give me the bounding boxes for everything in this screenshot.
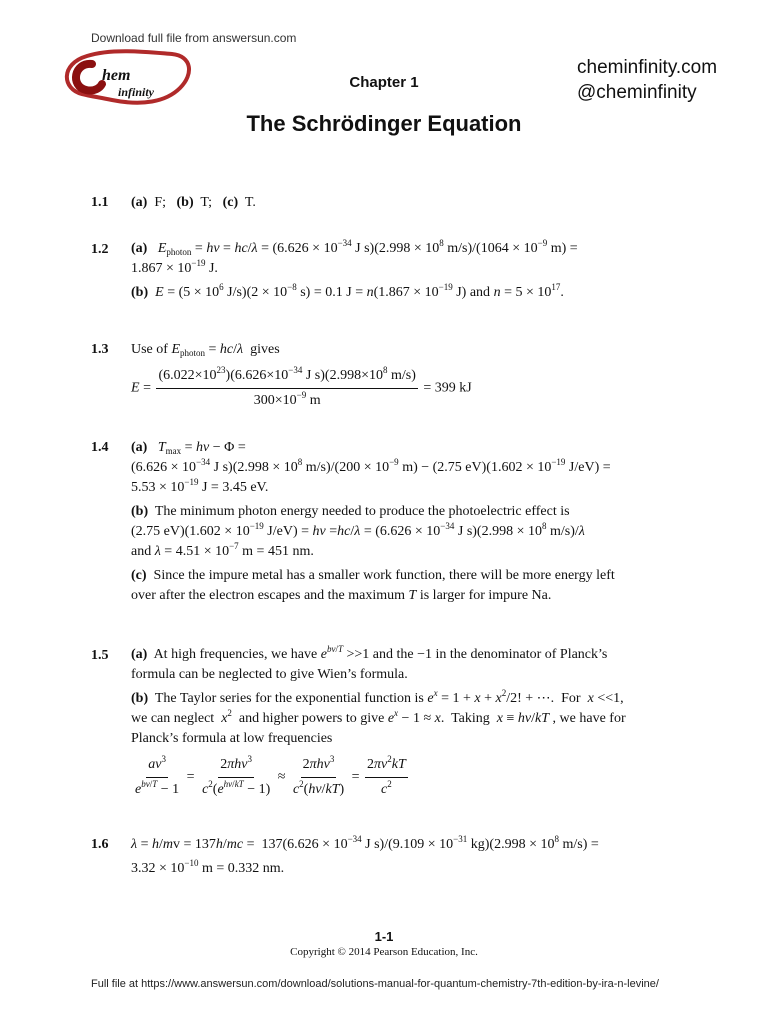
download-note: Download full file from answersun.com [91, 31, 297, 45]
copyright: Copyright © 2014 Pearson Education, Inc. [290, 946, 478, 958]
problem-number: 1.5 [91, 648, 109, 663]
page-number: 1-1 [374, 929, 394, 944]
fraction: $\frac{2\pi\nu^2kT}{c^2}$ [367, 754, 406, 797]
problem-number: 1.6 [91, 837, 109, 852]
problem-number: 1.3 [91, 342, 109, 357]
chapter-heading: Chapter 1 [349, 74, 419, 91]
problem-1-6-answer: $\lambda = h/mv = 137h/mc = 137(6.626 \times 10^{-34}$ J $s)/(9.109 \times 10^{-31}$ $kg)(2.998 \times 10^8$ m/s) = $3.32 \times 10^{-10}$ m = 0.332 nm. [131, 834, 599, 876]
problem-1-3-answer: Use of $E_{photon} = hc/\lambda$ gives E = $\frac{(6.022\times 10^{23})(6.626\times 10^{-34} J s)(2.998\times 10^8 m/s)}{300\times 10^{-9} m}$ = 399 kJ [131, 340, 691, 411]
svg-text:hem: hem [102, 67, 131, 84]
problem-1-2-answer: (a) $E_{photon} = h\nu = hc/\lambda = (6.626 \times 10^{-34}$ J $s)(2.998 \times 10^8$ $m/s)/(1064 \times 10^{-9}$ m) = $1.867 \times 10^{-19}$ J. (b) $E = (5 \times 10^6$ $J/s)(2 \times 10^{-8}$ s) = 0.1 $J = n(1.867 \times 10^{-19}$ J) and $n = 5 \times 10^{17}$. [131, 238, 578, 300]
fraction: $\frac{2\pi h\nu^3}{c^2(h\nu/kT)}$ [292, 754, 345, 797]
problem-1-5-answer: (a) At high frequencies, we have $e^{b\nu/T} >>1$ and the −1 in the denominator of Planck’s formula can be neglected to give Wien’s formula. (b) The Taylor series for the exponential function is $e^x = 1 + x + x^2/2$! + ⋯. For x <<1, we can neglect $x^2$ and higher powers to give $e^x - 1 \approx x$. Taking x ≡ hν/kT , we have for Planck’s formula at low frequencies $\frac{a\nu^3}{e^{b\nu/T} - 1}$ = $\frac{2\pi h\nu^3}{c^2(e^{h\nu/kT} - 1)}$ ≈ $\frac{2\pi h\nu^3}{c^2(h\nu/kT)}$ = $\frac{2\pi\nu^2kT}{c^2}$ [131, 645, 691, 800]
problem-1-4-answer: (a) $T_{max} = h\nu - \Phi$ = ($6.626 \times 10^{-34}$ J $s)(2.998 \times 10^8$ $m/s)/(200 \times 10^{-9}$ m) − (2.75 $eV)(1.602 \times 10^{-19}$ J/eV) = $5.53 \times 10^{-19}$ J = 3.45 eV. (b) The minimum photon energy needed to produce the photoelectric effect is (2.75 $eV)(1.602 \times 10^{-19}$ $J/eV) = h\nu =hc/\lambda = (6.626 \times 10^{-34}$ J $s)(2.998 \times 10^8$ m/s)/λ and $\lambda = 4.51 \times 10^{-7}$ m = 451 nm. (c) Since the impure metal has a smaller work function, there will be more energy left over after the electron escapes and the maximum T is larger for impure Na. [131, 440, 615, 603]
svg-text:infinity: infinity [118, 85, 155, 99]
fraction: $\frac{a\nu^3}{e^{b\nu/T} - 1}$ [135, 754, 180, 797]
problem-1-1-answer: (a) F; (b) T; (c) T. [131, 195, 256, 210]
fraction: $\frac{2\pi h\nu^3}{c^2(e^{h\nu/kT} - 1)}$ [202, 754, 271, 797]
fraction: $\frac{(6.022\times 10^{23})(6.626\times 10^{-34} J s)(2.998\times 10^8 m/s)}{300\times 10^{-9} m}$ [158, 365, 416, 408]
problem-number: 1.1 [91, 195, 109, 210]
site-url[interactable]: cheminfinity.com [577, 57, 718, 78]
full-file-link[interactable]: Full file at https://www.answersun.com/download/solutions-manual-for-quantum-chemistry-7th-edition-by-ira-n-levine/ [91, 978, 659, 990]
page-title: The Schrödinger Equation [246, 111, 522, 136]
problem-number: 1.4 [91, 440, 109, 455]
site-handle: @cheminfinity [577, 82, 697, 103]
problem-number: 1.2 [91, 242, 109, 257]
